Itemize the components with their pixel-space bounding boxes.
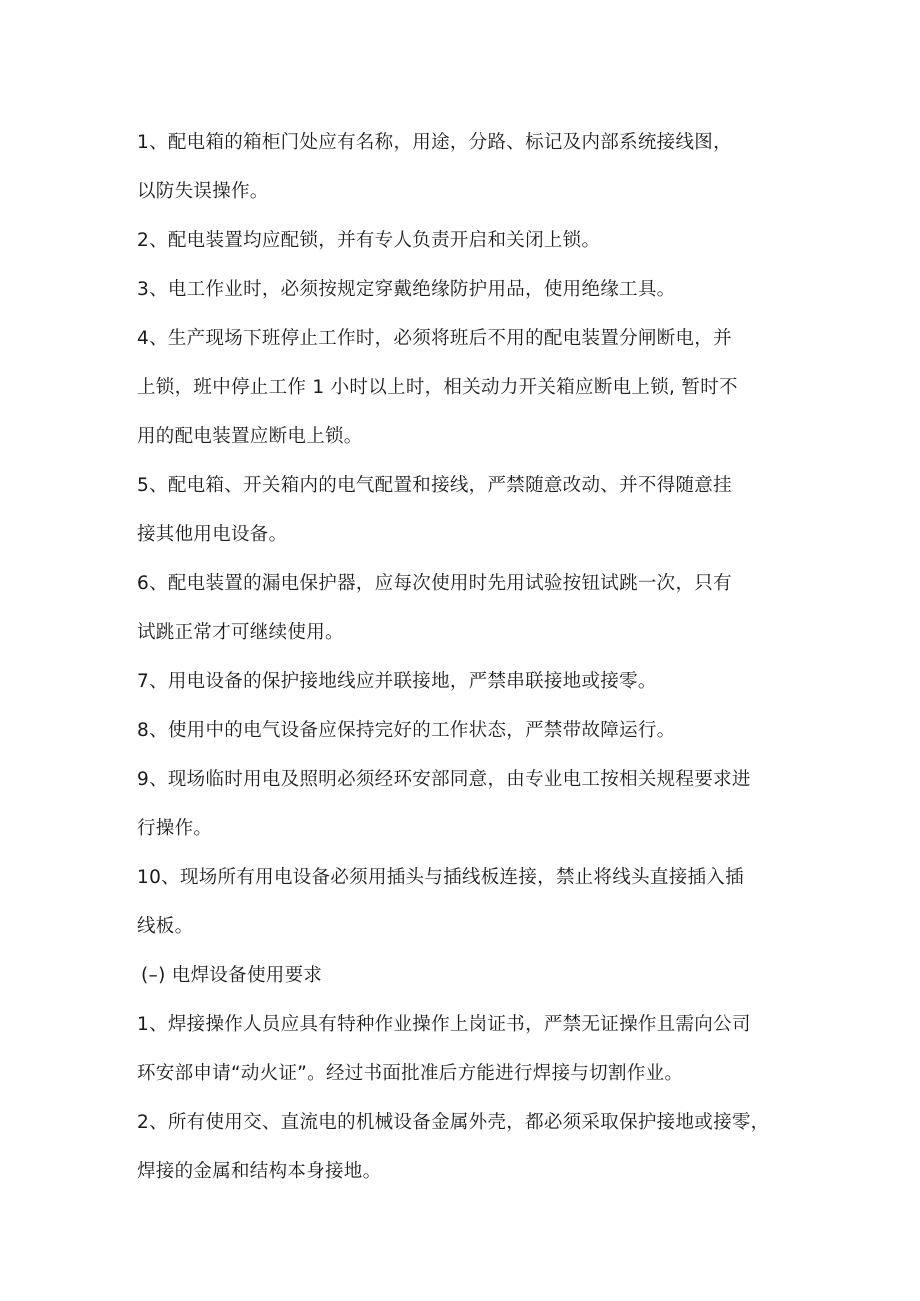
text-line: 10、现场所有用电设备必须用插头与插线板连接，禁止将线头直接插入插 [137, 867, 744, 888]
rule-6 [137, 559, 797, 657]
section-heading: (–) 电焊设备使用要求 [141, 965, 323, 986]
rule-4 [137, 314, 797, 461]
text-line: 用的配电装置应断电上锁。 [137, 426, 363, 447]
text-line: 8、使用中的电气设备应保持完好的工作状态，严禁带故障运行。 [137, 720, 676, 741]
text-line: 1、焊接操作人员应具有特种作业操作上岗证书，严禁无证操作且需向公司 [137, 1014, 751, 1035]
rule-8 [137, 706, 797, 755]
rule-9 [137, 755, 797, 853]
rule-3 [137, 265, 797, 314]
text-line: 4、生产现场下班停止工作时，必须将班后不用的配电装置分闸断电，并 [137, 328, 732, 349]
rule-5 [137, 461, 797, 559]
welding-rule-1 [137, 1000, 797, 1098]
text-line: 2、配电装置均应配锁，并有专人负责开启和关闭上锁。 [137, 230, 601, 251]
rule-10 [137, 853, 797, 951]
rule-1 [137, 118, 797, 216]
text-line: 环安部申请“动火证”。经过书面批准后方能进行焊接与切割作业。 [137, 1063, 684, 1084]
text-line: 以防失误操作。 [137, 181, 269, 202]
text-line: 焊接的金属和结构本身接地。 [137, 1161, 382, 1182]
text-line: 6、配电装置的漏电保护器，应每次使用时先用试验按钮试跳一次，只有 [137, 573, 732, 594]
text-line: 接其他用电设备。 [137, 524, 288, 545]
text-line: 试跳正常才可继续使用。 [137, 622, 344, 643]
text-line: 行操作。 [137, 818, 213, 839]
text-line: 2、所有使用交、直流电的机械设备金属外壳，都必须采取保护接地或接零， [137, 1112, 770, 1133]
rule-7 [137, 657, 797, 706]
welding-rule-2 [137, 1098, 797, 1196]
text-line: 线板。 [137, 916, 194, 937]
text-line: 9、现场临时用电及照明必须经环安部同意，由专业电工按相关规程要求进 [137, 769, 751, 790]
rule-2 [137, 216, 797, 265]
text-line: 上锁，班中停止工作 1 小时以上时，相关动力开关箱应断电上锁, 暂时不 [137, 377, 738, 398]
text-line: 5、配电箱、开关箱内的电气配置和接线，严禁随意改动、并不得随意挂 [137, 475, 732, 496]
text-line: 3、电工作业时，必须按规定穿戴绝缘防护用品，使用绝缘工具。 [137, 279, 676, 300]
text-line: 1、配电箱的箱柜门处应有名称，用途，分路、标记及内部系统接线图， [137, 132, 732, 153]
document-body [137, 118, 797, 1196]
text-line: 7、用电设备的保护接地线应并联接地，严禁串联接地或接零。 [137, 671, 657, 692]
